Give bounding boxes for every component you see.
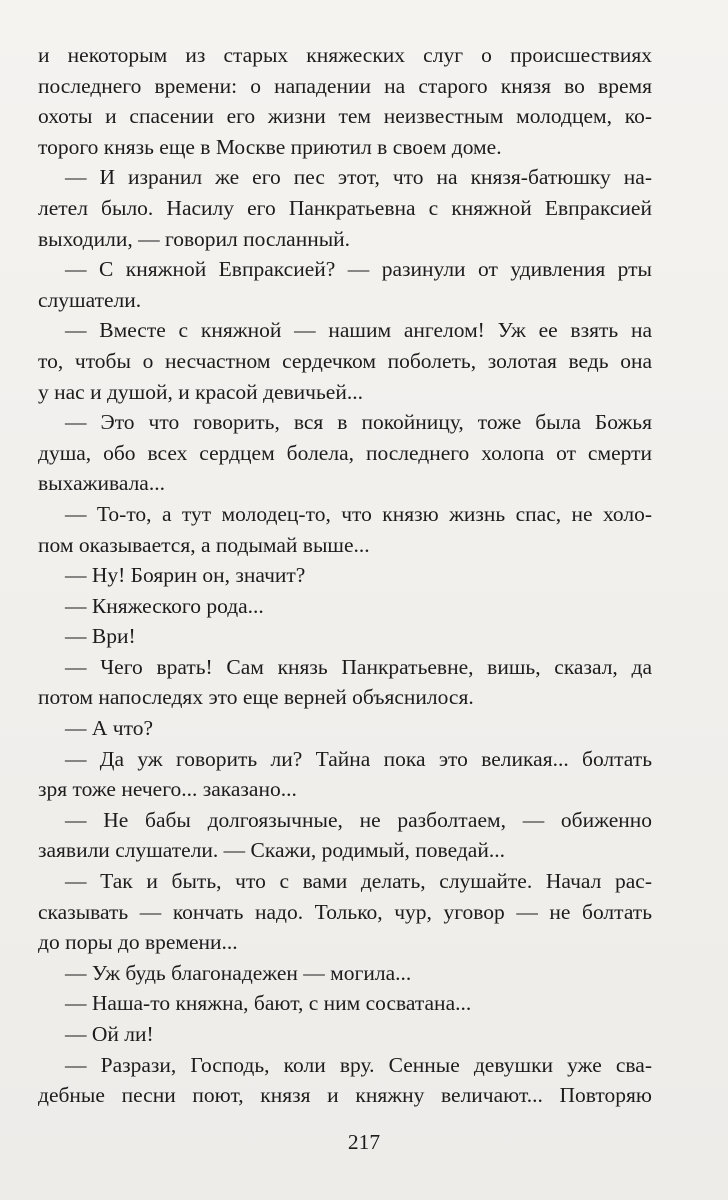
page-number: 217 xyxy=(347,1130,381,1154)
text-line: душа, обо всех сердцем болела, последнего холопа от смерти xyxy=(38,440,652,465)
text-line: зря тоже нечего... заказано... xyxy=(38,777,297,802)
text-line: потом напоследях это еще верней объяснилося. xyxy=(38,685,474,710)
text-line: — Это что говорить, вся в покойницу, тоже была Божья xyxy=(65,410,652,435)
text-line: — Княжеского рода... xyxy=(65,593,264,618)
text-line: — Наша-то княжна, бают, с ним сосватана... xyxy=(65,991,472,1016)
text-line: — И изранил же его пес этот, что на князя-батюшку на- xyxy=(65,165,652,190)
text-line: — Да уж говорить ли? Тайна пока это великая... болтать xyxy=(65,746,652,771)
text-line: — Так и быть, что с вами делать, слушайте. Начал рас- xyxy=(65,869,652,894)
text-line: — Не бабы долгоязычные, не разболтаем, — обиженно xyxy=(65,807,652,832)
text-line: последнего времени: о нападении на старого князя во время xyxy=(38,73,652,98)
text-line: — Вместе с княжной — нашим ангелом! Уж ее взять на xyxy=(65,318,652,343)
body-text xyxy=(38,40,652,1111)
text-line: торого князь еще в Москве приютил в своем доме. xyxy=(38,134,502,159)
text-line: то, чтобы о несчастном сердечком поболеть, золотая ведь она xyxy=(38,348,652,373)
text-line: — Уж будь благонадежен — могила... xyxy=(65,960,412,985)
text-line: пом оказывается, а подымай выше... xyxy=(38,532,370,557)
text-line: выхаживала... xyxy=(38,471,165,496)
text-line: — Чего врать! Сам князь Панкратьевне, вишь, сказал, да xyxy=(65,654,652,679)
text-line: — Ври! xyxy=(65,624,136,649)
text-line: слушатели. xyxy=(38,287,142,312)
text-line: выходили, — говорил посланный. xyxy=(38,226,351,251)
text-line: летел было. Насилу его Панкратьевна с княжной Евпраксией xyxy=(38,195,652,220)
text-line: — Ну! Боярин он, значит? xyxy=(65,563,306,588)
text-line: и некоторым из старых княжеских слуг о происшествиях xyxy=(38,43,652,67)
text-line: охоты и спасении его жизни тем неизвестным молодцем, ко- xyxy=(38,104,652,129)
text-line: сказывать — кончать надо. Только, чур, уговор — не болтать xyxy=(38,899,652,924)
text-line: — Ой ли! xyxy=(65,1022,154,1046)
text-line: до поры до времени... xyxy=(38,930,238,955)
text-line: — А что? xyxy=(65,716,153,741)
text-line: дебные песни поют, князя и княжну величают... Повторяю xyxy=(38,1083,652,1108)
text-line: заявили слушатели. — Скажи, родимый, поведай... xyxy=(38,838,505,863)
text-line: — Разрази, Господь, коли вру. Сенные девушки уже сва- xyxy=(65,1052,652,1077)
text-line: у нас и душой, и красой девичьей... xyxy=(38,379,363,404)
text-line: — То-то, а тут молодец-то, что князю жизнь спас, не холо- xyxy=(65,501,652,526)
text-line: — С княжной Евпраксией? — разинули от удивления рты xyxy=(65,257,652,282)
